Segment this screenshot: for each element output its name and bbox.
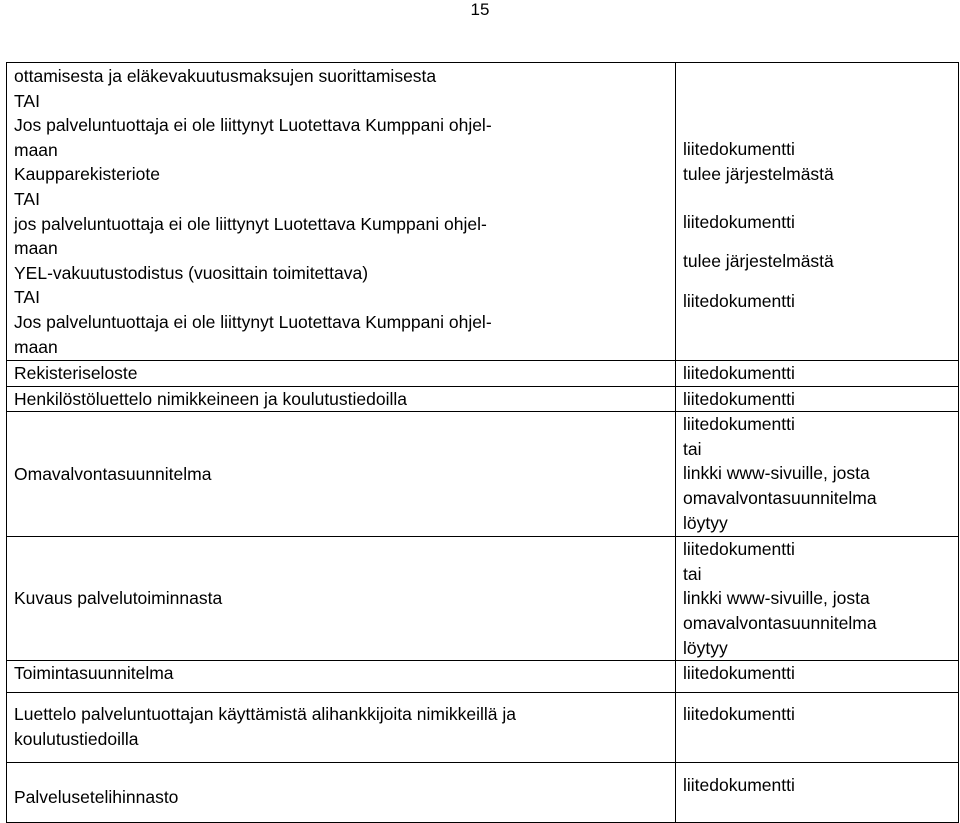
delivery-line: liitedokumentti [683, 704, 795, 725]
delivery-line: omavalvontasuunnitelma [683, 612, 877, 633]
requirement-line: Kuvaus palvelutoiminnasta [14, 588, 223, 609]
delivery-line: tulee järjestelmästä [683, 250, 834, 271]
table-row [7, 693, 959, 763]
requirement-line: Palvelusetelihinnasto [14, 787, 179, 808]
requirement-line: Kaupparekisteriote [14, 164, 160, 185]
requirement-cell [7, 412, 676, 537]
requirement-line: ottamisesta ja eläkevakuutusmaksujen suorittamisesta [14, 66, 437, 86]
delivery-cell [676, 661, 959, 693]
requirement-cell [7, 361, 676, 387]
requirement-cell [7, 537, 676, 661]
requirement-cell [7, 63, 676, 361]
table-row [7, 386, 959, 412]
requirement-line: Jos palveluntuottaja ei ole liittynyt Luotettava Kumppani ohjel- [14, 311, 492, 332]
delivery-line: liitedokumentti [683, 388, 795, 409]
requirement-line: Toimintasuunnitelma [14, 663, 174, 684]
delivery-line: tulee järjestelmästä [683, 163, 834, 184]
table-row [7, 361, 959, 387]
table-row [7, 763, 959, 823]
delivery-line: liitedokumentti [683, 663, 795, 684]
delivery-line: liitedokumentti [683, 414, 795, 435]
requirement-cell [7, 693, 676, 763]
requirement-line: TAI [14, 188, 40, 209]
delivery-line: liitedokumentti [683, 139, 795, 159]
delivery-cell [676, 63, 959, 361]
delivery-line: löytyy [683, 637, 728, 658]
requirement-line: TAI [14, 90, 40, 111]
table-row [7, 537, 959, 661]
delivery-line: linkki www-sivuille, josta [683, 463, 870, 484]
requirements-table [6, 62, 959, 823]
requirement-line: Jos palveluntuottaja ei ole liittynyt Luotettava Kumppani ohjel- [14, 115, 492, 136]
delivery-line: tai [683, 438, 702, 459]
requirement-line: Rekisteriseloste [14, 363, 138, 383]
delivery-line: liitedokumentti [683, 539, 795, 560]
delivery-line: linkki www-sivuille, josta [683, 588, 870, 609]
delivery-cell [676, 412, 959, 537]
requirement-cell [7, 763, 676, 823]
requirement-line: TAI [14, 287, 40, 308]
table-row [7, 412, 959, 537]
requirement-line: Luettelo palveluntuottajan käyttämistä alihankkijoita nimikkeillä ja [14, 704, 516, 725]
table-row [7, 63, 959, 361]
delivery-line: löytyy [683, 512, 728, 533]
requirement-line: Henkilöstöluettelo nimikkeineen ja koulutustiedoilla [14, 388, 408, 409]
delivery-cell [676, 763, 959, 823]
table-row [7, 661, 959, 693]
requirement-line: maan [14, 139, 58, 160]
requirement-line: YEL-vakuutustodistus (vuosittain toimitettava) [14, 262, 369, 283]
requirement-cell [7, 386, 676, 412]
requirement-line: koulutustiedoilla [14, 728, 139, 749]
requirement-line: maan [14, 336, 58, 357]
requirement-line: jos palveluntuottaja ei ole liittynyt Luotettava Kumppani ohjel- [14, 213, 487, 234]
requirement-line: maan [14, 238, 58, 259]
delivery-cell [676, 693, 959, 763]
delivery-cell [676, 537, 959, 661]
delivery-line: liitedokumentti [683, 363, 795, 383]
delivery-cell [676, 386, 959, 412]
delivery-line: liitedokumentti [683, 775, 795, 796]
delivery-line: tai [683, 563, 702, 584]
delivery-line: liitedokumentti [683, 291, 795, 312]
requirement-cell [7, 661, 676, 693]
delivery-line: omavalvontasuunnitelma [683, 487, 877, 508]
requirement-line: Omavalvontasuunnitelma [14, 463, 212, 484]
delivery-line: liitedokumentti [683, 212, 795, 233]
page-number: 15 [470, 0, 490, 19]
delivery-cell [676, 361, 959, 387]
